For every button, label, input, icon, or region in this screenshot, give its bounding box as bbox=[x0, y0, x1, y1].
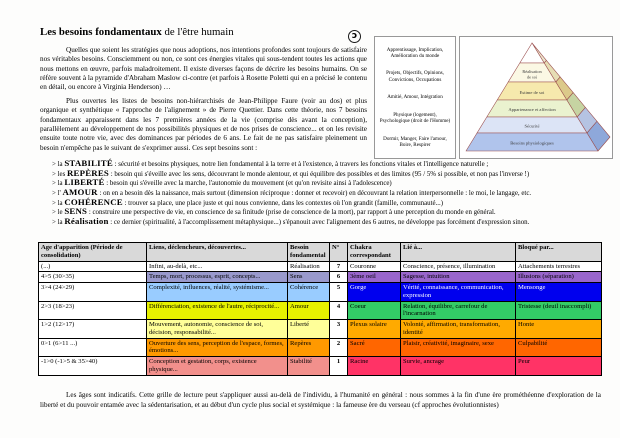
footer-paragraph: Les âges sont indicatifs. Cette grille de lecture peut s'appliquer aussi au-delà de l'individu, à l'humanité en général : nous sommes à la fin d'une ère prométhéenne d'exploration de la liberté et du pouvoir entamée avec la sédentarisation, et au début d'un cycle plus social et systémique : la fameuse ère du verseau (cf approches évolutionnistes) bbox=[40, 391, 601, 409]
copyleft-icon: ɔ bbox=[348, 30, 361, 43]
table-row-realisation bbox=[39, 261, 602, 272]
cell-lie-a: Plaisir, créativité, imaginaire, sexe bbox=[401, 338, 516, 357]
need-prefix: > la bbox=[52, 180, 65, 188]
cell-liens: Mouvement, autonomie, conscience de soi, décision, responsabilité... bbox=[147, 320, 288, 339]
table-row-sens bbox=[39, 272, 602, 283]
pyramid-level-label: de soi bbox=[526, 74, 538, 80]
pyramid-level-label: Estime de soi bbox=[519, 90, 545, 95]
cell-chakra: Racine bbox=[348, 357, 401, 376]
need-name: AMOUR bbox=[62, 187, 98, 198]
cell-numero: 7 bbox=[330, 261, 348, 272]
cell-numero: 5 bbox=[330, 283, 348, 302]
cell-age: 3>4 (24>29) bbox=[39, 283, 147, 302]
need-name: STABILITÉ bbox=[64, 158, 113, 168]
cell-lie-a: Conscience, présence, illumination bbox=[401, 261, 516, 272]
cell-liens: Différenciation, existence de l'autre, réciprocité... bbox=[147, 301, 288, 320]
need-prefix: > l' bbox=[52, 190, 63, 198]
maslow-example-item: Amitié, Amour, Intégration bbox=[387, 94, 443, 101]
needs-table-container bbox=[38, 242, 601, 376]
cell-besoin: Repères bbox=[288, 338, 330, 357]
need-text: : construire une perspective de vie, en conscience de sa finitude (prise de conscience de la mort), par rapport à une perception du monde en général. bbox=[87, 209, 496, 217]
title-rest: de l'être humain bbox=[161, 26, 234, 38]
need-name: SENS bbox=[64, 206, 88, 217]
cell-age: 4>5 (30>35) bbox=[39, 272, 147, 283]
table-row-stabilite bbox=[39, 357, 602, 376]
table-row-amour bbox=[39, 301, 602, 320]
cell-lie-a: Sagesse, intuition bbox=[401, 272, 516, 283]
intro-paragraph-2: Plus ouvertes les listes de besoins non-hiérarchisés de Jean-Philippe Faure (voir au dos) et plus organique et synthétique « l'approche de l'alignement » de Pierre Quettier. Dans cette théorie, nos 7 besoins fondamentaux apparaissent dans les 7 premières années de la vie (comprise dès avant la conception), parallèlement au développement de nos possibilités physiques et de nos prises de conscience... et on les revisite ensuite toute notre vie, avec des dominances par périodes de 6 ans. Le fait de ne pas satisfaire pleinement un besoin n'empêche pas le suivant de s'exprimer aussi. Ces sept besoins sont : bbox=[40, 96, 367, 152]
need-text: : on en a besoin dès la naissance, mais surtout (dimension réciproque : donner et recevoir) en découvrant la relation interpersonnelle : le moi, le langage, etc. bbox=[97, 190, 532, 198]
cell-besoin: Réalisation bbox=[288, 261, 330, 272]
header-lie-a: Lié à... bbox=[401, 243, 516, 262]
table-row-liberte bbox=[39, 320, 602, 339]
needs-table bbox=[38, 242, 602, 376]
cell-bloque-par: Mensonge bbox=[516, 283, 602, 302]
header-bloque-par: Bloqué par... bbox=[516, 243, 602, 262]
cell-bloque-par: Attachements terrestres bbox=[516, 261, 602, 272]
cell-age: 2>3 (18>23) bbox=[39, 301, 147, 320]
cell-lie-a: Survie, ancrage bbox=[401, 357, 516, 376]
cell-numero: 4 bbox=[330, 301, 348, 320]
header-numero: N° bbox=[330, 243, 348, 262]
pyramid-level-label: Appartenance et affection bbox=[508, 107, 556, 112]
maslow-example-item: Apprentissage, Implication, Amélioration du monde bbox=[386, 46, 444, 59]
footer-note bbox=[40, 391, 601, 410]
pyramid-level-label: Besoins physiologiques bbox=[510, 140, 554, 146]
header-besoin: Besoin fondamental bbox=[288, 243, 330, 262]
need-prefix: > les bbox=[52, 170, 67, 178]
maslow-examples-panel bbox=[374, 36, 456, 159]
need-text: : ce dernier (spiritualité, à l'accomplissement métaphysique...) s'épanouit avec l'alignement des 6 autres, ne développe pas forcément d'expression sinon. bbox=[108, 219, 530, 227]
cell-age: -1>0 (-1>5 & 35>40) bbox=[39, 357, 147, 376]
pyramid-level-label: Réalisation bbox=[522, 69, 542, 74]
need-item-coherence bbox=[52, 198, 608, 208]
maslow-example-item: Projets, Objectifs, Opinions, Convictions, Occupations bbox=[386, 70, 444, 83]
maslow-pyramid bbox=[460, 37, 612, 158]
table-row-coherence bbox=[39, 283, 602, 302]
cell-chakra: 3ème oeil bbox=[348, 272, 401, 283]
maslow-figure bbox=[374, 36, 613, 159]
table-row-reperes bbox=[39, 338, 602, 357]
cell-liens: Infini, au-delà, etc... bbox=[147, 261, 288, 272]
need-item-amour bbox=[52, 188, 608, 198]
cell-chakra: Plexus solaire bbox=[348, 320, 401, 339]
need-text: : sécurité et besoins physiques, notre lien fondamental à la terre et à l'existence, à travers les fonctions vitales et l'intelligence naturelle ; bbox=[112, 161, 489, 168]
needs-list bbox=[52, 159, 608, 227]
need-name: COHÉRENCE bbox=[64, 196, 123, 207]
need-text: : besoin qui s'éveille avec la marche, l'autonomie du mouvement (et qu'on revisite ainsi à l'adolescence) bbox=[104, 180, 392, 188]
need-item-reperes bbox=[52, 169, 608, 179]
need-text: : besoin qui s'éveille avec les sens, découvrant le monde alentour, et qui équilibre des possibles et des limites (95 / 5% si possible, et non pas l'inverse !) bbox=[108, 170, 530, 178]
cell-bloque-par: Honte bbox=[516, 320, 602, 339]
intro-text bbox=[40, 46, 367, 157]
maslow-pyramid-panel bbox=[459, 36, 613, 159]
cell-liens: Temps, mort, processus, esprit, concepts... bbox=[147, 272, 288, 283]
cell-numero: 1 bbox=[330, 357, 348, 376]
cell-lie-a: Relation, équilibre, carrefour de l'incarnation bbox=[401, 301, 516, 320]
cell-numero: 6 bbox=[330, 272, 348, 283]
cell-besoin: Sens bbox=[288, 272, 330, 283]
cell-liens: Complexité, influences, réalité, systémisme... bbox=[147, 283, 288, 302]
cell-chakra: Sacré bbox=[348, 338, 401, 357]
cell-chakra: Gorge bbox=[348, 283, 401, 302]
need-prefix: > le bbox=[52, 209, 65, 217]
header-chakra: Chakra correspondant bbox=[348, 243, 401, 262]
need-name: Réalisation bbox=[64, 216, 109, 227]
maslow-example-item: Dormir, Manger, Faire l'amour, Boire, Respirer bbox=[383, 135, 447, 148]
need-item-stabilite bbox=[52, 159, 608, 169]
cell-besoin: Stabilité bbox=[288, 357, 330, 376]
need-name: LIBERTÉ bbox=[64, 177, 105, 188]
cell-age: (...) bbox=[39, 261, 147, 272]
cell-bloque-par: Culpabilité bbox=[516, 338, 602, 357]
header-age: Age d'apparition (Période de consolidation) bbox=[39, 243, 147, 262]
need-name: REPÈRES bbox=[67, 167, 109, 178]
cell-besoin: Amour bbox=[288, 301, 330, 320]
need-text: : trouver sa place, une place juste et qui nous convienne, dans les contextes où l'on grandit (famille, communauté...) bbox=[122, 199, 444, 207]
cell-lie-a: Vérité, connaissance, communication, expression bbox=[401, 283, 516, 302]
cell-age: 0>1 (6>11 ...) bbox=[39, 338, 147, 357]
cell-bloque-par: Peur bbox=[516, 357, 602, 376]
cell-besoin: Liberté bbox=[288, 320, 330, 339]
cell-numero: 3 bbox=[330, 320, 348, 339]
cell-liens: Ouverture des sens, perception de l'espace, formes, émotions... bbox=[147, 338, 288, 357]
need-prefix: > la bbox=[52, 161, 65, 168]
title-bold: Les besoins fondamentaux bbox=[40, 26, 162, 38]
cell-bloque-par: Illusions (séparation) bbox=[516, 272, 602, 283]
need-prefix: > la bbox=[52, 219, 65, 227]
cell-age: 1>2 (12>17) bbox=[39, 320, 147, 339]
table-header-row bbox=[39, 243, 602, 262]
header-liens: Liens, déclencheurs, découvertes... bbox=[147, 243, 288, 262]
cell-bloque-par: Tristesse (deuil inaccompli) bbox=[516, 301, 602, 320]
cell-lie-a: Volonté, affirmation, transformation, identité bbox=[401, 320, 516, 339]
cell-liens: Conception et gestation, corps, existence physique... bbox=[147, 357, 288, 376]
cell-numero: 2 bbox=[330, 338, 348, 357]
cell-chakra: Couronne bbox=[348, 261, 401, 272]
need-item-sens bbox=[52, 207, 608, 217]
intro-paragraph-1: Quelles que soient les stratégies que nous adoptions, nos intentions profondes sont toujours de satisfaire nos véritables besoins. Consciemment ou non, ce sont ces énergies vitales qui sous-tendent toutes les actions que nous mettons en œuvre, parfois maladroitement. Il existe diverses façons de décrire les besoins humains. On se réfère souvent à la pyramide d'Abraham Maslow ci-contre (et parfois à Rosette Poletti qui en a précisé le contenu en détail, ou encore à Virginia Henderson) … bbox=[40, 46, 367, 92]
need-item-liberte bbox=[52, 178, 608, 188]
cell-chakra: Coeur bbox=[348, 301, 401, 320]
need-item-realisation bbox=[52, 217, 608, 227]
pyramid-level-label: Sécurité bbox=[524, 123, 540, 129]
maslow-example-item: Physique (logement), Psychologique (droit de l'Homme) bbox=[379, 111, 451, 125]
need-prefix: > la bbox=[52, 199, 65, 207]
page-title bbox=[40, 26, 234, 38]
cell-besoin: Cohérence bbox=[288, 283, 330, 302]
